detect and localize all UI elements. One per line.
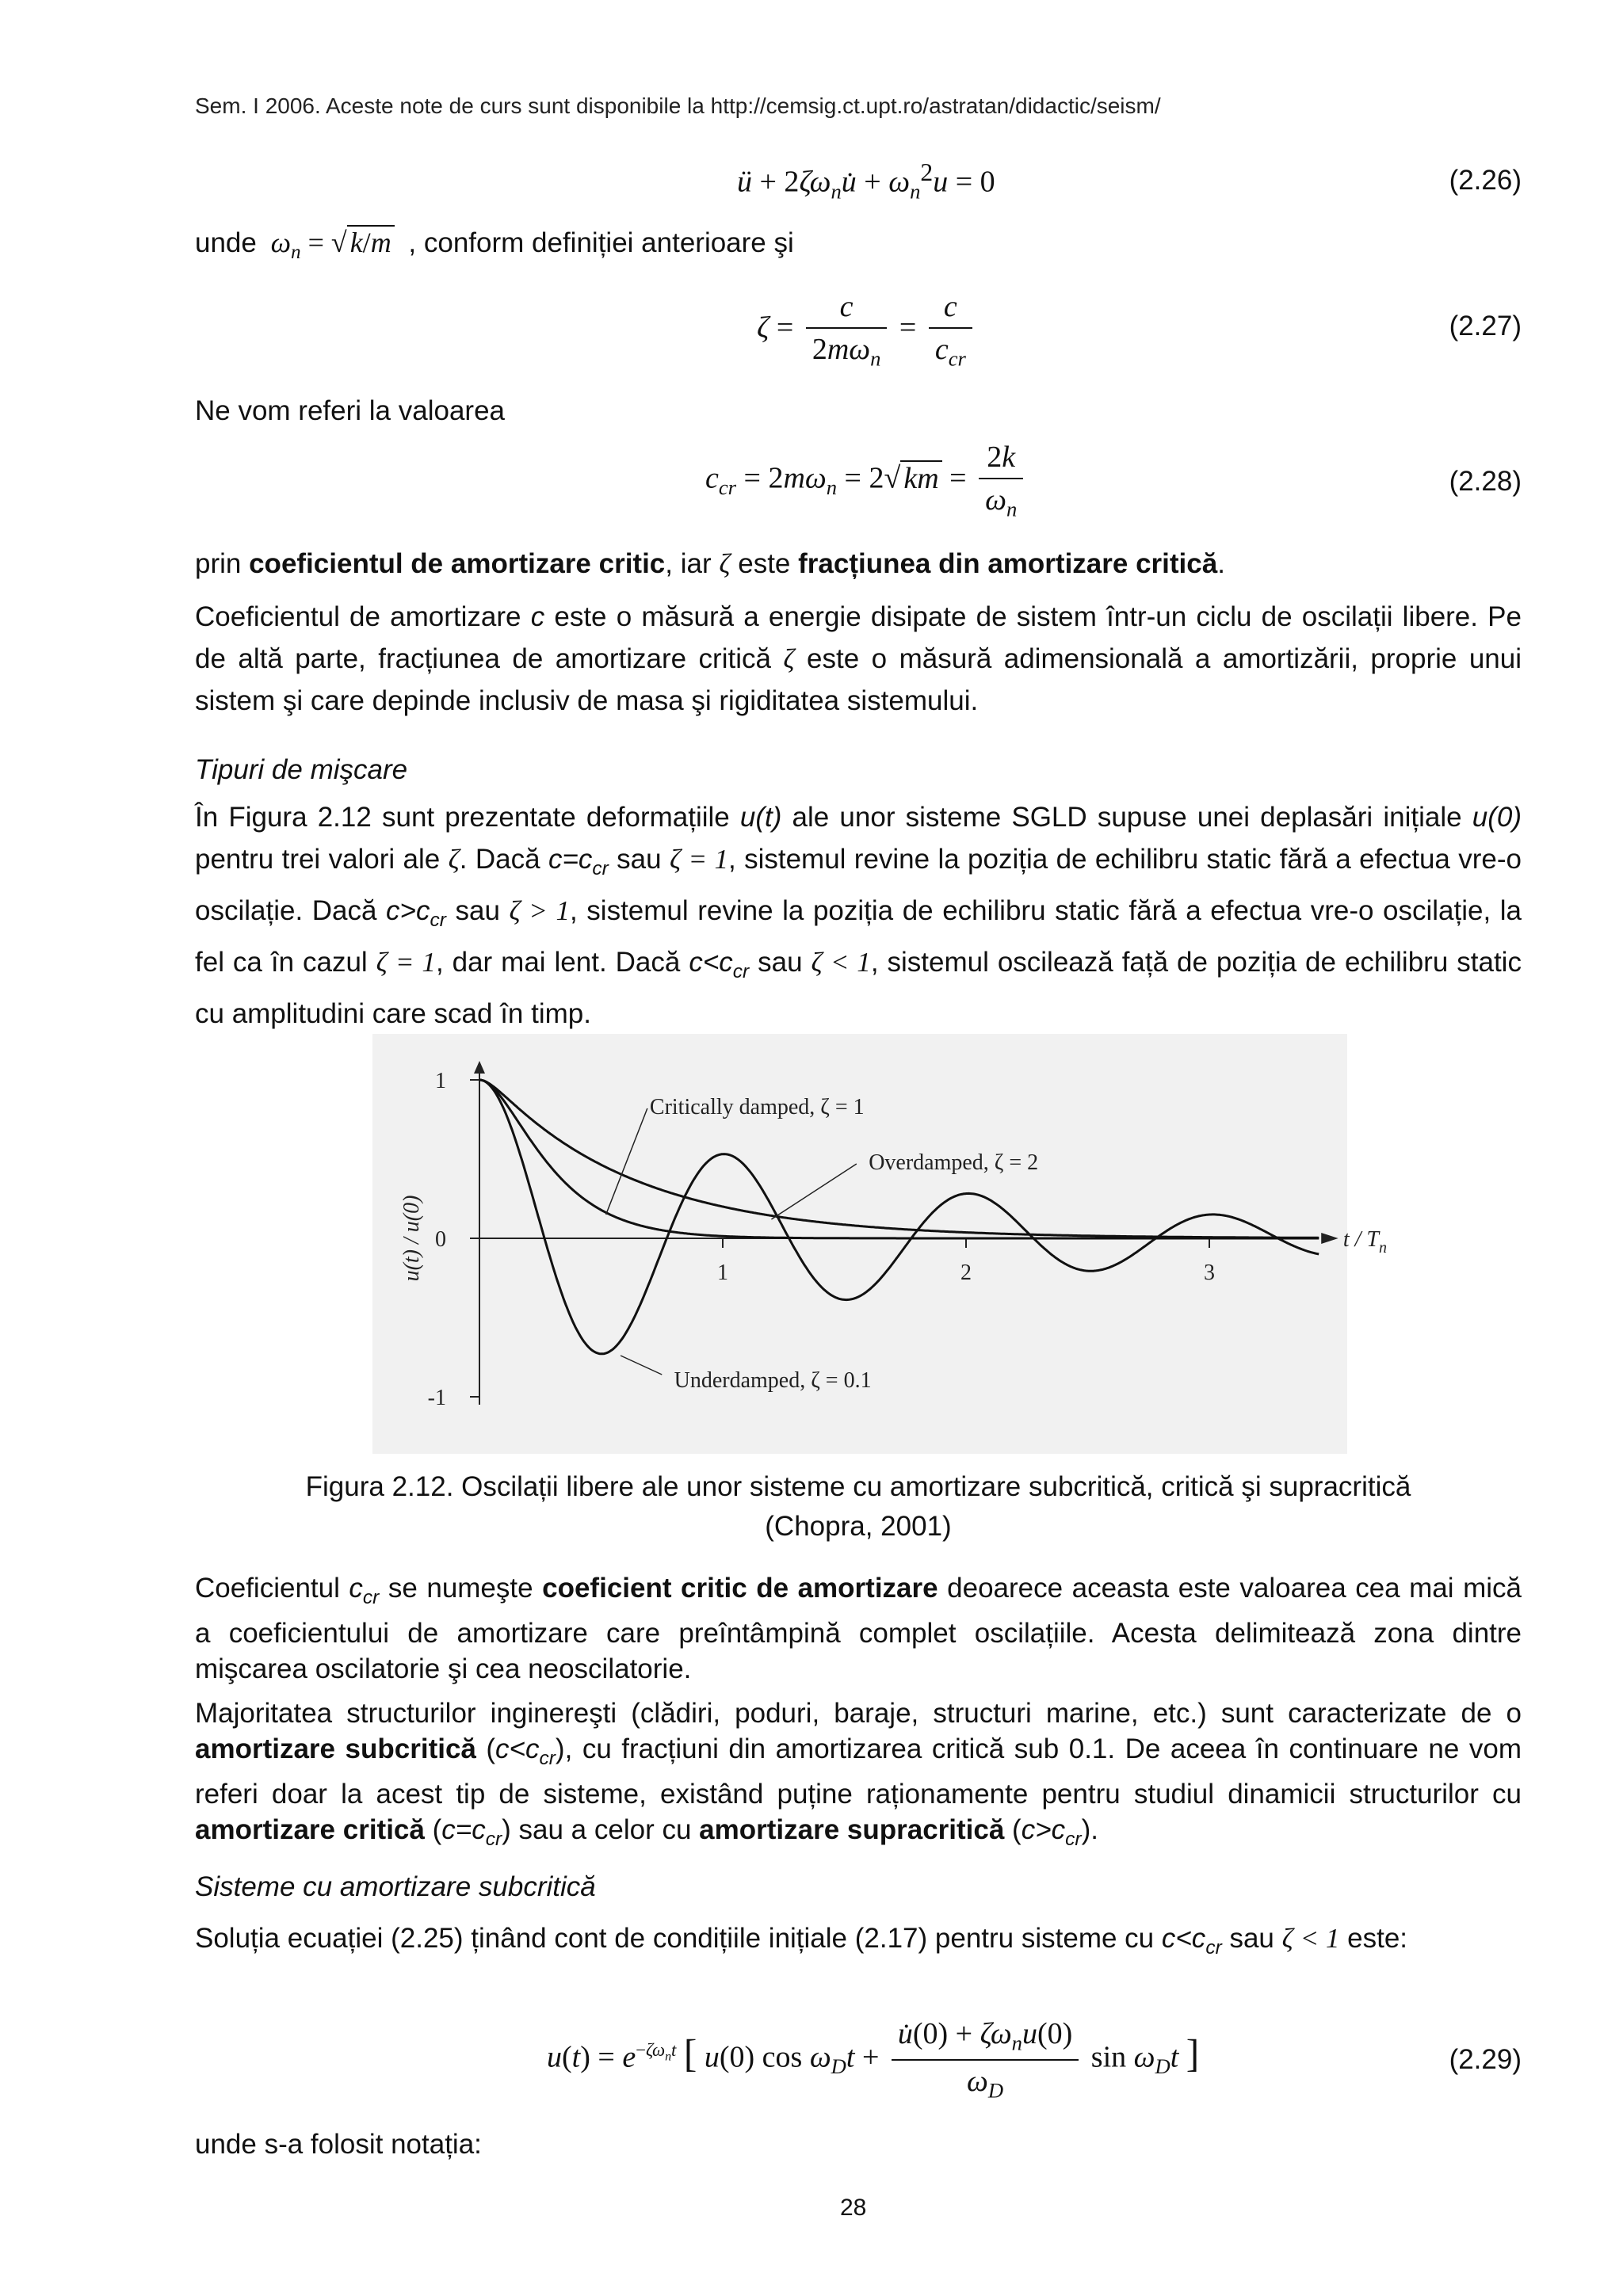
- x-axis-label: t / $T_n$: [1342, 1227, 1387, 1257]
- y-tick-label: 1: [435, 1069, 446, 1093]
- italic-term: c=c: [548, 844, 593, 875]
- text-span: ) sau a celor cu: [502, 1814, 700, 1845]
- bold-term: amortizare critică: [195, 1814, 425, 1845]
- text-span: (: [1004, 1814, 1022, 1845]
- italic-term: u(t): [739, 802, 782, 833]
- annotation-underdamped: Underdamped, ζ = 0.1: [674, 1368, 872, 1393]
- equation-number: (2.27): [1449, 311, 1522, 341]
- caption-line-1: Figura 2.12. Oscilații libere ale unor sisteme cu amortizare subcritică, critică şi supracritică: [305, 1471, 1411, 1502]
- equation-2-28: $c_{cr} = 2m\omega_n = 2√$ km = $\frac{2k}{\omega_n}$: [705, 440, 1028, 522]
- text-span: este o măsură adimensională a amortizării, proprie unui sistem şi care depinde inclusiv de masa şi rigiditatea sistemului.: [195, 643, 1522, 716]
- zeta-symbol: ζ: [783, 643, 795, 674]
- paragraph-majoritatea: Majoritatea structurilor inginereşti (clădiri, poduri, baraje, structuri marine, etc.) sunt caracterizate de o amortizare subcritică $(c<c_{cr})$, cu fracțiuni din amortizarea critică sub 0.1. De aceea în continuare ne vom referi doar la acest tip de sisteme, existând puține raționamente pentru studiul dinamicii structurilor cu amortizare critică $(c=c_{cr})$ sau a celor cu amortizare supracritică $(c>c_{cr})$.: [195, 1698, 1522, 1850]
- text-span: deoarece aceasta este valoarea cea mai mică a coeficientului de amortizare care preîntâmpină complet oscilațiile. Acesta delimitează zona dintre mişcarea oscilatorie şi cea neoscilatorie.: [195, 1573, 1522, 1684]
- annotation-critically-damped: Critically damped, ζ = 1: [649, 1095, 865, 1119]
- page-number: 28: [840, 2195, 867, 2221]
- bold-term: fracțiunea din amortizare critică: [798, 548, 1218, 579]
- text-span: sau: [608, 844, 670, 875]
- text-span: prin: [195, 548, 250, 579]
- italic-term: c<c: [1161, 1923, 1206, 1954]
- text-span: , dar mai lent. Dacă: [435, 947, 689, 978]
- text-span: , sistemul revine la poziția de echilibru static fără a efectua vre-o oscilație. Dacă: [195, 844, 1522, 926]
- text-span: Soluția ecuației (2.25) ținând cont de condițiile inițiale (2.17) pentru sisteme cu: [195, 1923, 1162, 1954]
- text-span: (: [475, 1733, 496, 1764]
- italic-term: c<c: [689, 947, 733, 978]
- equation-2-29: $u(t) = e^{-\zeta\omega_nt}$ [ u(0) $\cos \omega_Dt$ + $\frac{u̇(0) + \zeta\omega_nu(0)}{\omega_D}$ $\sin \omega_Dt$ ]: [547, 2017, 1200, 2103]
- equation-2-26: ü + $2\zeta\omega_nu̇ + \omega_n^2u = 0$: [737, 158, 995, 204]
- text-span: ), cu fracțiuni din amortizarea critică sub 0.1. De aceea în continuare ne vom referi doar la acest tip de sisteme, existând puține raționamente pentru studiul dinamicii structurilor cu: [195, 1733, 1522, 1810]
- y-tick-label: 0: [435, 1227, 446, 1252]
- text-span: , sistemul oscilează față de poziția de echilibru static cu amplitudini care scad în timp.: [195, 947, 1522, 1029]
- bold-term: amortizare supracritică: [699, 1814, 1005, 1845]
- text-span: . Dacă: [459, 844, 548, 875]
- unde-suffix: , conform definiției anterioare şi: [408, 227, 794, 258]
- italic-term: c=c: [441, 1814, 486, 1845]
- paragraph-figura: În Figura 2.12 sunt prezentate deformațiile u(t) ale unor sisteme SGLD supuse unei deplasări inițiale u(0) pentru trei valori ale ζ. Dacă $c=c_{cr}$ sau ζ = 1, sistemul revine la poziția de echilibru static fără a efectua vre-o oscilație. Dacă $c>c_{cr}$ sau ζ > 1, sistemul revine la poziția de echilibru static fără a efectua vre-o oscilație, la fel ca în cazul ζ = 1, dar mai lent. Dacă $c<c_{cr}$ sau ζ < 1, sistemul oscilează față de poziția de echilibru static cu amplitudini care scad în timp.: [195, 802, 1522, 1029]
- unde-line: unde $\omega_n$ = √ k/m , conform definiției anterioare şi: [195, 227, 794, 264]
- section-heading-sisteme: Sisteme cu amortizare subcritică: [195, 1871, 596, 1902]
- y-axis-label: u(t) / u(0): [399, 1195, 424, 1282]
- text-span: sau: [445, 895, 510, 926]
- math-term: ζ = 1: [669, 844, 728, 875]
- zeta-symbol: ζ: [719, 548, 731, 579]
- x-tick-label: 1: [717, 1261, 728, 1285]
- italic-term: c: [530, 601, 545, 632]
- zeta-symbol: ζ: [448, 844, 460, 875]
- math-term: ζ < 1: [811, 947, 871, 978]
- paragraph-coef: [195, 596, 1522, 722]
- paragraph-solutia: Soluția ecuației (2.25) ținând cont de condițiile inițiale (2.17) pentru sisteme cu $c<c_{cr}$ sau ζ < 1 este:: [195, 1923, 1408, 1958]
- text-span: (: [424, 1814, 442, 1845]
- italic-term: c: [349, 1573, 363, 1604]
- section-heading-tipuri: Tipuri de mişcare: [195, 754, 408, 785]
- text-span: , iar: [665, 548, 720, 579]
- italic-term: c>c: [386, 895, 430, 926]
- text-span: pentru trei valori ale: [195, 844, 449, 875]
- text-span: Coeficientul: [195, 1573, 349, 1604]
- text-span: , sistemul revine la poziția de echilibru static fără a efectua vre-o oscilație, la fel ca în cazul: [195, 895, 1522, 978]
- figure-caption: [195, 1467, 1522, 1547]
- equation-2-27: ζ = $\frac{c}{2m\omega_n}$ = $\frac{c}{c_{cr}}$: [757, 289, 977, 372]
- equation-number: (2.28): [1449, 466, 1522, 497]
- text-span: În Figura 2.12 sunt prezentate deformațiile: [195, 802, 740, 833]
- text-span: Coeficientul de amortizare: [195, 601, 531, 632]
- italic-term: u(0): [1472, 802, 1522, 833]
- text-span: sau: [1221, 1923, 1282, 1954]
- text-span: este o măsură a energie disipate de sistem într-un ciclu de oscilații libere. Pe de altă parte, fracțiunea de amortizare critică: [195, 601, 1522, 674]
- math-term: ζ = 1: [376, 947, 436, 978]
- text-span: se numeşte: [379, 1573, 543, 1604]
- subscript: cr: [362, 1587, 380, 1608]
- text-span: este: [730, 548, 799, 579]
- x-tick-label: 3: [1204, 1261, 1215, 1285]
- text-span: este:: [1339, 1923, 1408, 1954]
- text-span: sau: [749, 947, 812, 978]
- text-span: .: [1217, 548, 1225, 579]
- equation-number: (2.29): [1449, 2044, 1522, 2075]
- unde-notatia-line: unde s-a folosit notația:: [195, 2129, 482, 2160]
- text-span: ).: [1081, 1814, 1098, 1845]
- equation-number: (2.26): [1449, 165, 1522, 196]
- bold-term: coeficientul de amortizare critic: [249, 548, 666, 579]
- text-span: Majoritatea structurilor inginereşti (clădiri, poduri, baraje, structuri marine, etc.) sunt caracterizate de o: [195, 1698, 1522, 1729]
- bold-term: amortizare subcritică: [195, 1733, 476, 1764]
- annotation-overdamped: Overdamped, ζ = 2: [869, 1150, 1039, 1175]
- math-term: ζ > 1: [509, 895, 570, 926]
- text-span: ale unor sisteme SGLD supuse unei deplasări inițiale: [781, 802, 1472, 833]
- y-tick-label: -1: [427, 1386, 446, 1410]
- math-term: ζ < 1: [1281, 1923, 1340, 1954]
- paragraph-ccr: [195, 1570, 1522, 1687]
- bold-term: coeficient critic de amortizare: [542, 1573, 938, 1604]
- free-vibration-chart: [372, 1034, 1387, 1454]
- italic-term: c<c: [495, 1733, 540, 1764]
- ne-vom-line: Ne vom referi la valoarea: [195, 395, 505, 426]
- caption-line-2: (Chopra, 2001): [765, 1511, 952, 1542]
- x-tick-label: 2: [960, 1261, 972, 1285]
- unde-prefix: unde: [195, 227, 257, 258]
- prin-line: [195, 543, 1225, 585]
- page-header: Sem. I 2006. Aceste note de curs sunt disponibile la http://cemsig.ct.upt.ro/astratan/didactic/seism/: [195, 93, 1161, 118]
- italic-term: c>c: [1021, 1814, 1066, 1845]
